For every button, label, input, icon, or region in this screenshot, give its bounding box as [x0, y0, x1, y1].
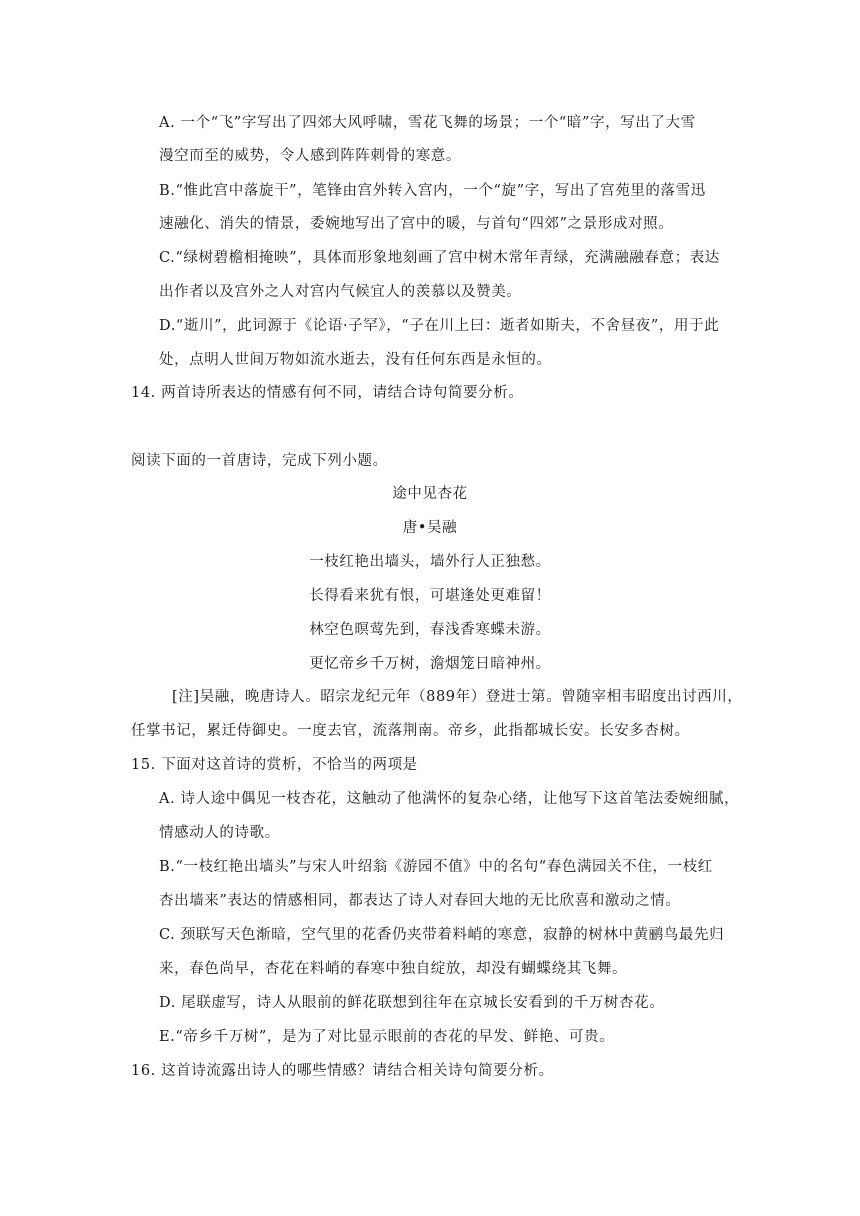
q13-option-b-line2: 速融化、消失的情景，委婉地写出了宫中的暖，与首句“四郊”之景形成对照。	[159, 216, 674, 232]
poem-line-4: 更忆帝乡千万树，澹烟笼日暗神州。	[309, 656, 551, 672]
q13-option-a-line2: 漫空而至的威势，令人感到阵阵刺骨的寒意。	[159, 148, 461, 164]
question-16: 16. 这首诗流露出诗人的哪些情感？请结合相关诗句简要分析。	[131, 1063, 554, 1079]
poem-note-line2: 任掌书记，累迁侍御史。一度去官，流落荆南。帝乡，此指都城长安。长安多杏树。	[131, 723, 690, 739]
poem-line-1: 一枝红艳出墙头，墙外行人正独愁。	[309, 554, 551, 570]
q15-option-c-line1: C. 颈联写天色渐暗，空气里的花香仍夹带着料峭的寒意，寂静的树林中黄鹂鸟最先归	[159, 927, 725, 943]
question-14: 14. 两首诗所表达的情感有何不同，请结合诗句简要分析。	[131, 385, 524, 401]
reading-intro: 阅读下面的一首唐诗，完成下列小题。	[131, 453, 388, 469]
q13-option-c-line1: C.“绿树碧檐相掩映”，具体而形象地刻画了宫中树木常年青绿，充满融融春意；表达	[159, 250, 720, 266]
q15-option-a-line1: A. 诗人途中偶见一枝杏花，这触动了他满怀的复杂心绪，让他写下这首笔法委婉细腻，	[159, 791, 740, 807]
q13-option-a-line1: A. 一个“飞”字写出了四郊大风呼啸，雪花飞舞的场景；一个“暗”字，写出了大雪	[159, 115, 696, 131]
q15-option-b-line1: B.“一枝红艳出墙头”与宋人叶绍翁《游园不值》中的名句“春色满园关不住，一枝红	[159, 859, 713, 875]
q13-option-d-line2: 处，点明人世间万物如流水逝去，没有任何东西是永恒的。	[159, 352, 552, 368]
q15-option-c-line2: 来，春色尚早，杏花在料峭的春寒中独自绽放，却没有蝴蝶绕其飞舞。	[159, 961, 628, 977]
q13-option-c-line2: 出作者以及宫外之人对宫内气候宜人的羡慕以及赞美。	[159, 284, 522, 300]
poem-title: 途中见杏花	[392, 486, 468, 502]
q13-option-b-line1: B.“惟此宫中落旋干”，笔锋由宫外转入宫内，一个“旋”字，写出了宫苑里的落雪迅	[159, 183, 706, 199]
poem-line-3: 林空色暝莺先到，春浅香寒蝶未游。	[309, 622, 551, 638]
poem-line-2: 长得看来犹有恨，可堪逢处更难留！	[309, 588, 551, 604]
poem-note-line1: [注]吴融，晚唐诗人。昭宗龙纪元年（889年）登进士第。曾随宰相韦昭度出讨西川，	[172, 689, 743, 705]
q15-option-a-line2: 情感动人的诗歌。	[159, 825, 280, 841]
q15-option-b-line2: 杏出墙来”表达的情感相同，都表达了诗人对春回大地的无比欣喜和激动之情。	[159, 893, 681, 909]
q15-option-d: D. 尾联虚写，诗人从眼前的鲜花联想到往年在京城长安看到的千万树杏花。	[159, 995, 665, 1011]
q15-option-e: E.“帝乡千万树”，是为了对比显示眼前的杏花的早发、鲜艳、可贵。	[159, 1029, 615, 1045]
question-15-stem: 15. 下面对这首诗的赏析，不恰当的两项是	[131, 757, 418, 773]
poem-author: 唐•吴融	[402, 520, 458, 536]
q13-option-d-line1: D.“逝川”，此词源于《论语·子罕》，“子在川上曰：逝者如斯夫，不舍昼夜”，用于此	[159, 318, 720, 334]
